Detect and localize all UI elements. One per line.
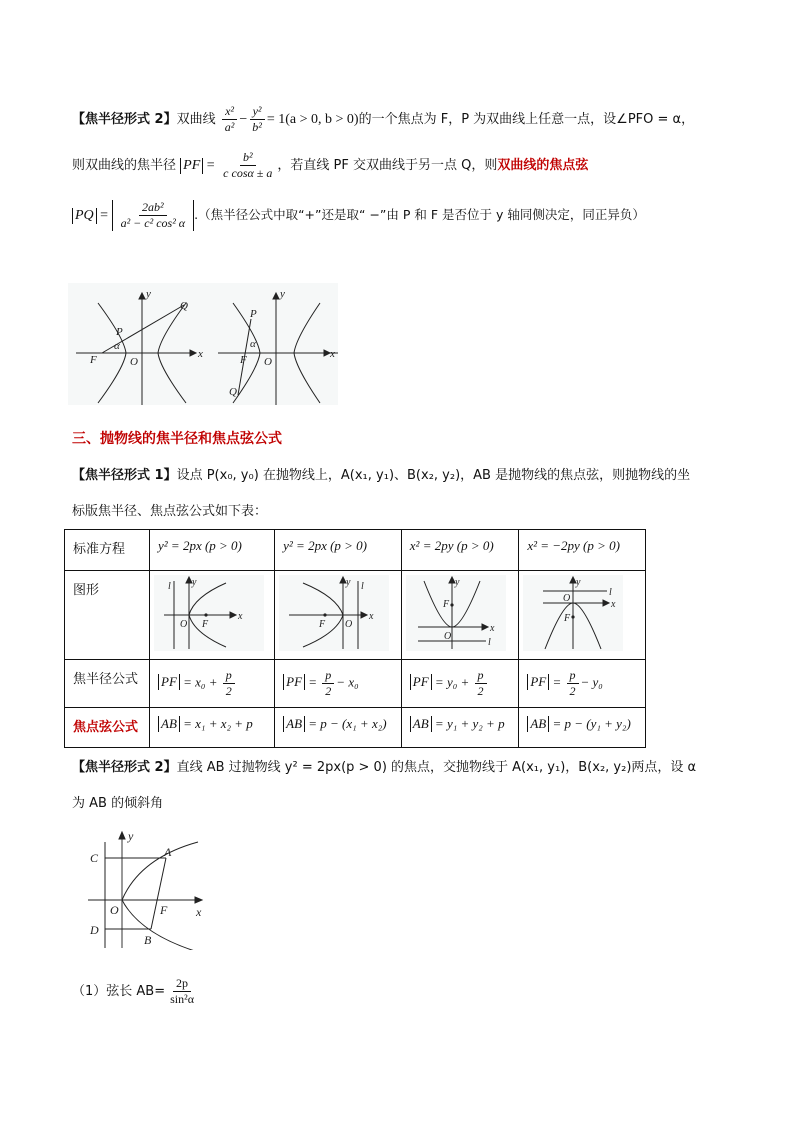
svg-text:C: C bbox=[90, 851, 99, 865]
parabola-right-figure bbox=[154, 575, 264, 651]
item1-prefix: （1）弦长 AB= bbox=[72, 984, 166, 999]
text: 直线 AB 过抛物线 y² = 2px(p > 0) 的焦点，交抛物线于 A(x₁, y₁)，B(x₂, y₂)两点，设 α bbox=[176, 760, 697, 775]
cell: AB = p − (x₁ + x₂) bbox=[275, 708, 402, 748]
num: 2p bbox=[173, 976, 191, 992]
hyperbola-figures bbox=[68, 283, 338, 405]
section-heading: 三、抛物线的焦半径和焦点弦公式 bbox=[72, 431, 282, 447]
svg-text:P: P bbox=[116, 326, 123, 338]
form2-label: 【焦半径形式 2】 bbox=[72, 760, 177, 775]
svg-text:l: l bbox=[609, 587, 613, 598]
svg-text:O: O bbox=[180, 619, 188, 630]
svg-text:x: x bbox=[238, 611, 243, 622]
den: c cosα ± a bbox=[223, 166, 273, 180]
cell-figure bbox=[150, 571, 275, 660]
svg-text:Q: Q bbox=[180, 300, 188, 312]
svg-text:O: O bbox=[264, 356, 272, 368]
svg-text:y: y bbox=[576, 577, 581, 588]
svg-text:P: P bbox=[250, 308, 257, 320]
parabola-left-figure bbox=[279, 575, 389, 651]
fraction-focal-radius bbox=[220, 150, 275, 181]
svg-text:B: B bbox=[144, 933, 152, 947]
eq-rhs: = 1(a > 0, b > 0) bbox=[266, 112, 359, 127]
focal-chord-figure bbox=[80, 828, 210, 950]
svg-text:l: l bbox=[168, 581, 171, 592]
form2-label: 【焦半径形式 2】 bbox=[72, 112, 177, 127]
svg-text:F: F bbox=[160, 903, 168, 917]
svg-text:x: x bbox=[196, 905, 202, 919]
cell-figure bbox=[275, 571, 402, 660]
num: y² bbox=[250, 104, 265, 120]
table-row-graph bbox=[65, 571, 646, 660]
svg-text:α: α bbox=[250, 338, 256, 350]
den: b² bbox=[252, 120, 262, 134]
abs-pf: PF bbox=[180, 158, 203, 174]
abs-fraction bbox=[112, 200, 195, 231]
svg-text:x: x bbox=[611, 599, 616, 610]
hyperbola-form2-line1 bbox=[72, 104, 694, 135]
chord-length-item bbox=[72, 976, 199, 1007]
svg-text:O: O bbox=[130, 356, 138, 368]
num: 2ab² bbox=[139, 200, 167, 216]
parabola-form2-line2: 为 AB 的倾斜角 bbox=[72, 796, 164, 811]
cell-figure bbox=[519, 571, 646, 660]
text: 双曲线 bbox=[176, 112, 216, 127]
fraction-chord-length bbox=[167, 976, 197, 1007]
hyperbola-form2-line2: 则双曲线的焦半径 PF = $\frac{\text{b²}}{\text{c cosα ± a}}$ ，若直线 PF 交双曲线于另一点 Q，则双曲线的焦点弦 bbox=[72, 150, 589, 180]
num: b² bbox=[240, 150, 256, 166]
svg-text:O: O bbox=[345, 619, 353, 630]
cell: PF = x₀ + $\frac{p}{2}$ bbox=[150, 660, 275, 708]
svg-text:y: y bbox=[280, 288, 285, 300]
text: ，若直线 PF 交双曲线于另一点 Q，则 bbox=[277, 158, 498, 173]
den: sin²α bbox=[170, 992, 194, 1006]
fraction-focal-chord bbox=[118, 200, 189, 231]
svg-text:F: F bbox=[442, 599, 449, 610]
svg-text:x: x bbox=[330, 348, 335, 360]
den: a² − c² cos² α bbox=[120, 216, 186, 230]
cell: x² = 2py (p > 0) bbox=[401, 530, 519, 571]
hyperbola-form2-line3: PQ = $\frac{\text{2ab²}}{\text{a² − c² cos² α}}$ .（焦半径公式中取“+”还是取“ −”由 P 和 F 是否位于 y 轴同侧决定，同正异负） bbox=[72, 200, 645, 231]
cell: PF = $\frac{p}{2}$ − y₀ bbox=[519, 660, 646, 708]
cell: AB = y₁ + y₂ + p bbox=[401, 708, 519, 748]
svg-text:F: F bbox=[564, 613, 571, 624]
parabola-down-figure bbox=[523, 575, 623, 651]
svg-text:A: A bbox=[164, 845, 172, 859]
row-label: 图形 bbox=[65, 571, 150, 660]
table-row-focal-radius bbox=[65, 660, 646, 708]
parabola-form1-line2: 标版焦半径、焦点弦公式如下表： bbox=[72, 504, 268, 519]
fraction-y2-b2 bbox=[249, 104, 265, 135]
row-label: 焦半径公式 bbox=[65, 660, 150, 708]
svg-text:y: y bbox=[346, 577, 351, 588]
svg-text:F: F bbox=[240, 354, 247, 366]
label: y bbox=[146, 288, 151, 300]
parabola-form1-line1 bbox=[72, 466, 690, 486]
parabola-up-figure bbox=[406, 575, 506, 651]
cell: y² = 2px (p > 0) bbox=[275, 530, 402, 571]
cell: x² = −2py (p > 0) bbox=[519, 530, 646, 571]
sign-note: .（焦半径公式中取“+”还是取“ −”由 P 和 F 是否位于 y 轴同侧决定，同正异负） bbox=[194, 207, 645, 222]
den: a² bbox=[224, 120, 235, 134]
svg-text:l: l bbox=[361, 581, 364, 592]
form1-label: 【焦半径形式 1】 bbox=[72, 468, 177, 483]
minus: − bbox=[239, 112, 248, 127]
cell: PF = $\frac{p}{2}$ − x₀ bbox=[275, 660, 402, 708]
red-emphasis: 双曲线的焦点弦 bbox=[497, 158, 589, 173]
row-label: 标准方程 bbox=[65, 530, 150, 571]
fraction-x2-a2 bbox=[222, 104, 238, 135]
cell: AB = p − (y₁ + y₂) bbox=[519, 708, 646, 748]
svg-text:y: y bbox=[454, 577, 460, 588]
cell: PF = y₀ + $\frac{p}{2}$ bbox=[401, 660, 519, 708]
abs-pq: PQ bbox=[72, 208, 97, 224]
cell: y² = 2px (p > 0) bbox=[150, 530, 275, 571]
num: x² bbox=[222, 104, 237, 120]
text: 设点 P(x₀, y₀) 在抛物线上，A(x₁, y₁)、B(x₂, y₂)，AB 是抛物线的焦点弦，则抛物线的坐 bbox=[176, 468, 691, 483]
svg-text:F: F bbox=[202, 619, 209, 630]
svg-text:F: F bbox=[90, 354, 97, 366]
table-row-standard-equation bbox=[65, 530, 646, 571]
svg-text:F: F bbox=[319, 619, 326, 630]
svg-text:x: x bbox=[489, 623, 495, 634]
svg-text:x: x bbox=[198, 348, 203, 360]
parabola-formula-table bbox=[64, 529, 646, 748]
svg-text:D: D bbox=[90, 923, 99, 937]
svg-text:α: α bbox=[114, 340, 120, 352]
svg-text:y: y bbox=[128, 829, 134, 843]
svg-text:Q: Q bbox=[229, 386, 237, 398]
cell: AB = x₁ + x₂ + p bbox=[150, 708, 275, 748]
cell-figure bbox=[401, 571, 519, 660]
text: 的一个焦点为 F，P 为双曲线上任意一点，设∠PFO = α， bbox=[358, 112, 695, 127]
row-label: 焦点弦公式 bbox=[65, 708, 150, 748]
svg-text:y: y bbox=[192, 577, 197, 588]
parabola-form2-line1 bbox=[72, 758, 696, 778]
text: 则双曲线的焦半径 bbox=[72, 158, 177, 173]
svg-text:O: O bbox=[110, 903, 119, 917]
svg-text:x: x bbox=[369, 611, 374, 622]
svg-text:l: l bbox=[487, 637, 491, 648]
svg-text:O: O bbox=[443, 631, 452, 642]
svg-text:O: O bbox=[563, 593, 571, 604]
table-row-focal-chord bbox=[65, 708, 646, 748]
